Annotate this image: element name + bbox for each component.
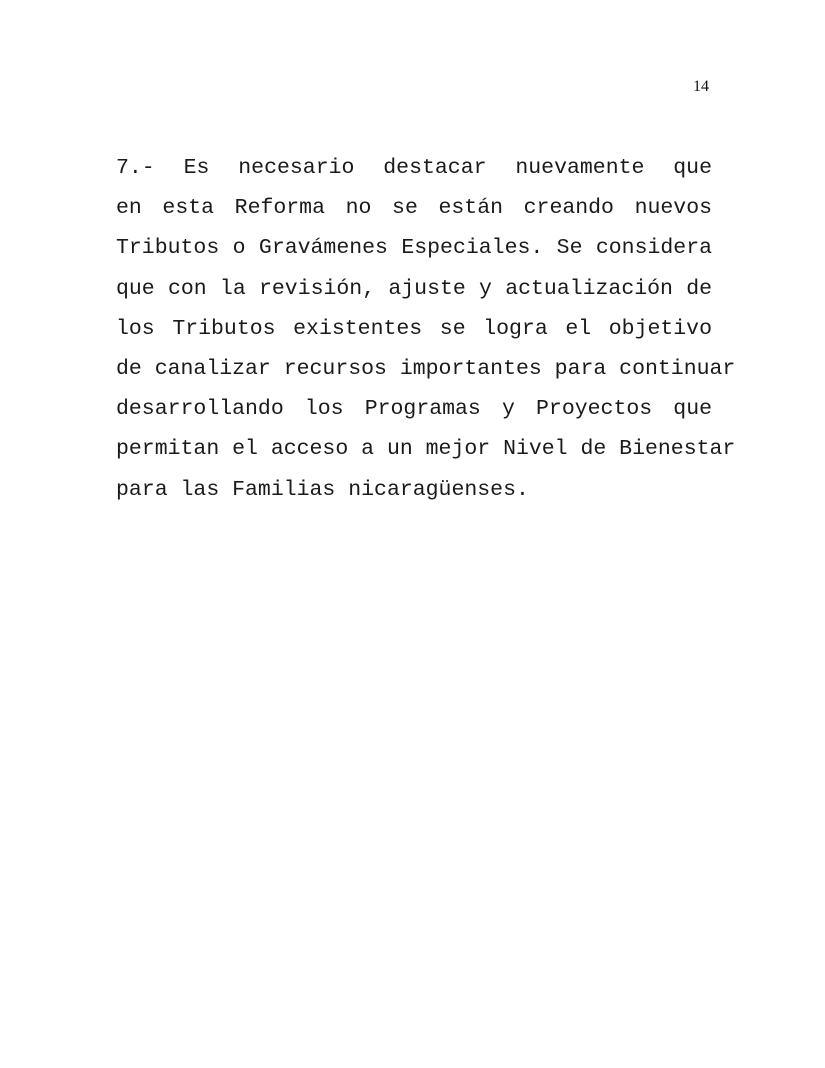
paragraph-7: [116, 148, 736, 510]
paragraph-line: permitan el acceso a un mejor Nivel de Bienestar: [116, 437, 736, 462]
paragraph-line: desarrollando los Programas y Proyectos que: [116, 397, 712, 422]
paragraph-line: 7.- Es necesario destacar nuevamente que: [116, 156, 712, 180]
paragraph-line: Tributos o Gravámenes Especiales. Se considera: [116, 236, 712, 261]
paragraph-line: los Tributos existentes se logra el objetivo: [116, 316, 712, 341]
paragraph-line: de canalizar recursos importantes para continuar: [116, 356, 736, 381]
paragraph-line: para las Familias nicaragüenses.: [116, 477, 529, 502]
paragraph-line: que con la revisión, ajuste y actualización de: [116, 276, 712, 301]
paragraph-line: en esta Reforma no se están creando nuevos: [116, 196, 712, 221]
page-number: 14: [693, 78, 709, 95]
